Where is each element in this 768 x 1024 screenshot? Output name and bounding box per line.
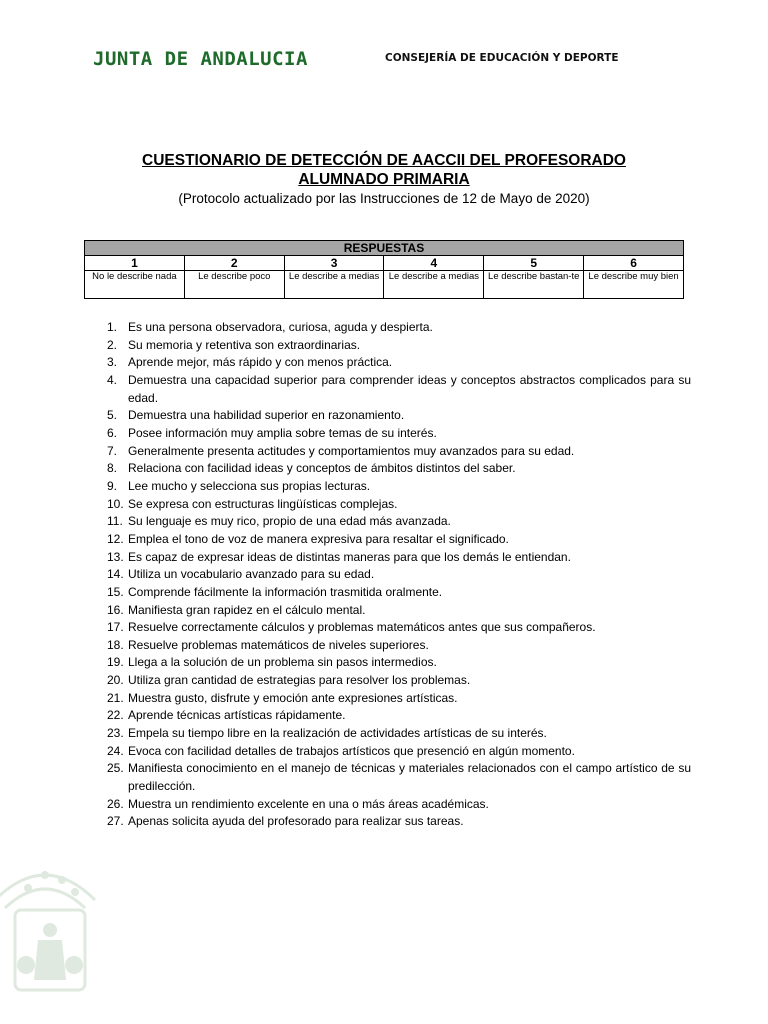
question-number: 21. [107,690,124,705]
scale-number: 2 [184,256,284,271]
question-item [0,637,691,655]
question-item [0,496,691,514]
question-number: 17. [107,620,124,635]
scale-number: 3 [284,256,384,271]
question-item [0,654,691,672]
question-text: Es capaz de expresar ideas de distintas maneras para que los demás le entiendan. [128,549,571,564]
question-text: Muestra un rendimiento excelente en una o más áreas académicas. [128,796,489,811]
scale-description: Le describe a medias [284,271,384,299]
questionnaire-list [0,319,691,831]
question-item [0,672,691,690]
question-text: Emplea el tono de voz de manera expresiva para resaltar el significado. [128,531,509,546]
question-number: 1. [107,320,118,334]
andalucia-emblem-icon [0,840,100,1000]
question-item [0,813,691,831]
question-item [0,460,691,478]
question-item [0,443,691,461]
question-item [0,549,691,567]
question-number: 9. [107,478,118,493]
question-item [0,354,691,372]
question-text: Llega a la solución de un problema sin pasos intermedios. [128,655,437,670]
question-number: 25. [107,761,124,776]
document-title-block [0,151,768,209]
protocol-note: (Protocolo actualizado por las Instrucciones de 12 de Mayo de 2020) [178,191,590,206]
respuestas-table [84,240,684,299]
question-item [0,337,691,355]
question-item [0,425,691,443]
question-text: Demuestra una capacidad superior para comprender ideas y conceptos abstractos complicados para su edad. [128,372,691,405]
question-item [0,566,691,584]
scale-number: 5 [484,256,584,271]
question-text: Relaciona con facilidad ideas y conceptos de ámbitos distintos del saber. [128,461,516,476]
scale-number: 4 [384,256,484,271]
question-text: Generalmente presenta actitudes y comportamientos muy avanzados para su edad. [128,443,575,458]
document-subtitle-heading: ALUMNADO PRIMARIA [298,171,470,188]
question-text: Lee mucho y selecciona sus propias lecturas. [128,478,371,493]
scale-description: No le describe nada [85,271,185,299]
question-text: Su memoria y retentiva son extraordinarias. [128,337,361,352]
question-number: 8. [107,461,118,476]
scale-number: 6 [584,256,684,271]
respuestas-header-row [85,241,684,256]
question-text: Manifiesta conocimiento en el manejo de técnicas y materiales relacionados con el campo artístico de su predilección. [128,761,691,794]
question-item [0,602,691,620]
question-number: 10. [107,496,124,511]
scale-description: Le describe muy bien [584,271,684,299]
question-number: 20. [107,673,124,688]
question-number: 19. [107,655,124,670]
question-text: Se expresa con estructuras lingüísticas complejas. [128,496,398,511]
question-text: Apenas solicita ayuda del profesorado para realizar sus tareas. [128,814,464,829]
consejeria-label: CONSEJERÍA DE EDUCACIÓN Y DEPORTE [385,52,619,64]
question-number: 11. [107,514,123,529]
question-item [0,743,691,761]
question-text: Posee información muy amplia sobre temas de su interés. [128,425,437,440]
question-item [0,707,691,725]
question-item [0,619,691,637]
question-number: 24. [107,743,124,758]
question-text: Aprende técnicas artísticas rápidamente. [128,708,346,723]
question-number: 4. [107,372,118,387]
question-item [0,725,691,743]
respuestas-header: RESPUESTAS [85,241,684,256]
respuestas-numbers-row [85,256,684,271]
question-text: Utiliza un vocabulario avanzado para su edad. [128,567,375,582]
question-text: Empela su tiempo libre en la realización de actividades artísticas de su interés. [128,726,547,741]
question-text: Demuestra una habilidad superior en razonamiento. [128,408,405,423]
scale-description: Le describe a medias [384,271,484,299]
question-number: 18. [107,637,124,652]
question-item [0,372,691,407]
question-item [0,796,691,814]
question-item [0,690,691,708]
scale-number: 1 [85,256,185,271]
question-number: 12. [107,531,124,546]
question-text: Evoca con facilidad detalles de trabajos artísticos que presenció en algún momento. [128,743,575,758]
question-item [0,478,691,496]
question-number: 23. [107,726,124,741]
question-text: Comprende fácilmente la información trasmitida oralmente. [128,584,443,599]
question-number: 13. [107,549,124,564]
question-text: Es una persona observadora, curiosa, aguda y despierta. [128,320,433,334]
question-text: Resuelve correctamente cálculos y problemas matemáticos antes que sus compañeros. [128,620,596,635]
question-item [0,407,691,425]
respuestas-descriptions-row [85,271,684,299]
question-item [0,319,691,337]
junta-andalucia-logo: JUNTA DE ANDALUCIA [93,48,308,70]
question-number: 2. [107,337,118,352]
question-number: 14. [107,567,124,582]
question-number: 22. [107,708,124,723]
question-number: 3. [107,355,118,370]
question-number: 27. [107,814,124,829]
question-number: 26. [107,796,124,811]
question-text: Aprende mejor, más rápido y con menos práctica. [128,355,393,370]
scale-description: Le describe poco [184,271,284,299]
scale-description: Le describe bastan-te [484,271,584,299]
question-item [0,760,691,795]
document-title: CUESTIONARIO DE DETECCIÓN DE AACCII DEL PROFESORADO [142,152,626,169]
question-item [0,531,691,549]
question-item [0,513,691,531]
question-text: Utiliza gran cantidad de estrategias para resolver los problemas. [128,673,471,688]
question-text: Su lenguaje es muy rico, propio de una edad más avanzada. [128,514,451,529]
question-number: 16. [107,602,124,617]
question-item [0,584,691,602]
question-text: Muestra gusto, disfrute y emoción ante expresiones artísticas. [128,690,458,705]
question-number: 6. [107,425,118,440]
question-number: 7. [107,443,118,458]
question-number: 15. [107,584,124,599]
question-number: 5. [107,408,118,423]
question-text: Manifiesta gran rapidez en el cálculo mental. [128,602,366,617]
question-text: Resuelve problemas matemáticos de niveles superiores. [128,637,429,652]
